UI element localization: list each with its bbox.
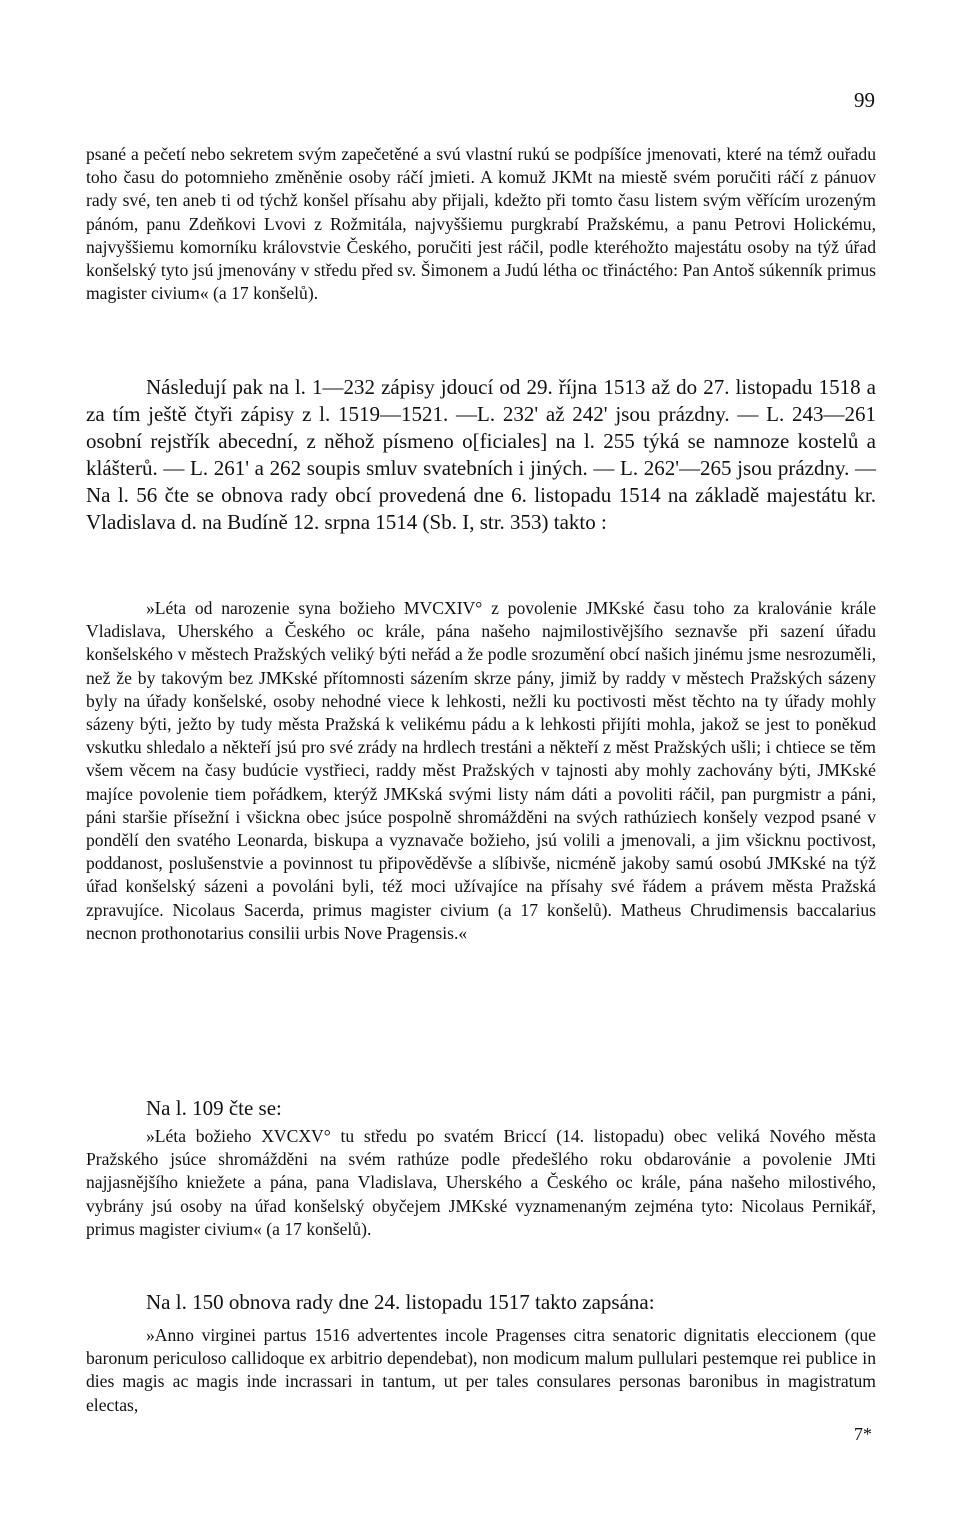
quote-paragraph-4: »Anno virginei partus 1516 advertentes incole Pragenses citra senatoric dignitatis eleccionem (que baronum periculoso callidoque ex arbitrio dependebat), non modicum malum pullulari pestemque rei publice in dies magis ac magis inde incrassari in tantum, ut per tales consulares personas baronibus in magistratum electas, bbox=[86, 1325, 876, 1415]
quote-paragraph-2: »Léta od narozenie syna božieho MVCXIV° z povolenie JMKské času toho za kralovánie krále Vladislava, Uherského a Českého oc krále, pána našeho najmilostivějšího seznavše při sazení úřadu konšelského v městech Pražských veliký býti neřád a že podle srozumění obcí našich jinému jsme nesrozuměli, než že by takovým bez JMKské přítomnosti sázením skrze pány, jimiž by raddy v městech Pražských sázeny byly na úřady konšelské, osoby nehodné viece k lehkosti, nežli ku poctivosti měst těchto na ty úřady mohly sázeny býti, ježto by tudy města Pražská k velikému pádu a k lehkosti přijíti mohla, jakož se jest to poněkud vskutku shledalo a někteří jsú pro své zrády na hrdlech trestáni a někteří z měst Pražských ušli; i chtiece se těm všem věcem na časy budúcie vystřieci, raddy měst Pražských v tajnosti aby mohly zachovány býti, JMKské majíce povolenie tiem pořádkem, kterýž JMKská svými listy nám dáti a povoliti ráčil, pan purgmistr a páni, páni staršie přísežní i všickna obec jsúce pospolně shromážděni na svých rathúziech konšely vezpod psané v pondělí den svatého Leonarda, biskupa a vyznavače božieho, jsú volili a jmenovali, a jim všicknu poctivost, poddanost, poslušenstvie a povinnost tu připověděvše a slíbivše, nicméně jakoby samú osobú JMKské na týž úřad konšelský sázeni a povoláni byli, též moci užívajíce na přísahy své řádem a právem města Pražská zpravujíce. Nicolaus Sacerda, primus magister civium (a 17 konšelů). Matheus Chrudimensis baccalarius necnon prothonotarius consilii urbis Nove Pragensis.« bbox=[86, 598, 876, 943]
section-heading-2: Na l. 150 obnova rady dne 24. listopadu 1517 takto zapsána: bbox=[146, 1290, 655, 1314]
quote-paragraph-3: »Léta božieho XVCXV° tu středu po svatém Briccí (14. listopadu) obec veliká Nového města Pražského jsúce shromážděni na svém rathúze podle předešlého roku obdarovánie a povolenie JMti najjasnějšího kniežete a pána, pana Vladislava, Uherského a Českého oc krále, pána našeho milostivého, vybrány jsú osoby na úřad konšelský obyčejem JMKské vyznamenaným zejména tyto: Nicolaus Pernikář, primus magister civium« (a 17 konšelů). bbox=[86, 1126, 876, 1239]
quote-paragraph-1: psané a pečetí nebo sekretem svým zapečetěné a svú vlastní rukú se podpíšíce jmenovati, které na témž ouřadu toho času do potomnieho změněnie osoby ráčí jmieti. A komuž JKMt na miestě svém poručiti ráčí z pánuov rady své, ten aneb ti od týchž konšel přísahu aby přijali, kdežto při tomto času listem svým věřícím urozeným pánóm, panu Zdeňkovi Lvovi z Rožmitála, najvyššiemu purgkrabí Pražskému, a panu Petrovi Holickému, najvyššiemu komorníku královstvie Českého, poručiti jest ráčil, podle kteréhožto majestátu osoby na týž úřad konšelský tyto jsú jmenovány v středu před sv. Šimonem a Judú létha oc třináctého: Pan Antoš súkenník primus magister civium« (a 17 konšelů). bbox=[86, 144, 876, 304]
page-number: 99 bbox=[854, 88, 875, 112]
signature-mark: 7* bbox=[854, 1424, 872, 1444]
section-heading-1: Na l. 109 čte se: bbox=[146, 1096, 282, 1120]
body-paragraph: Následují pak na l. 1—232 zápisy jdoucí od 29. října 1513 až do 27. listopadu 1518 a za tím ještě čtyři zápisy z l. 1519—1521. —L. 232' až 242' jsou prázdny. — L. 243—261 osobní rejstřík abecední, z něhož písmeno o[ficiales] na l. 255 týká se namnoze kostelů a klášterů. — L. 261' a 262 soupis smluv svatebních i jiných. — L. 262'—265 jsou prázdny. — Na l. 56 čte se obnova rady obcí provedená dne 6. listopadu 1514 na základě majestátu kr. Vladislava d. na Budíně 12. srpna 1514 (Sb. I, str. 353) takto : bbox=[86, 375, 876, 534]
